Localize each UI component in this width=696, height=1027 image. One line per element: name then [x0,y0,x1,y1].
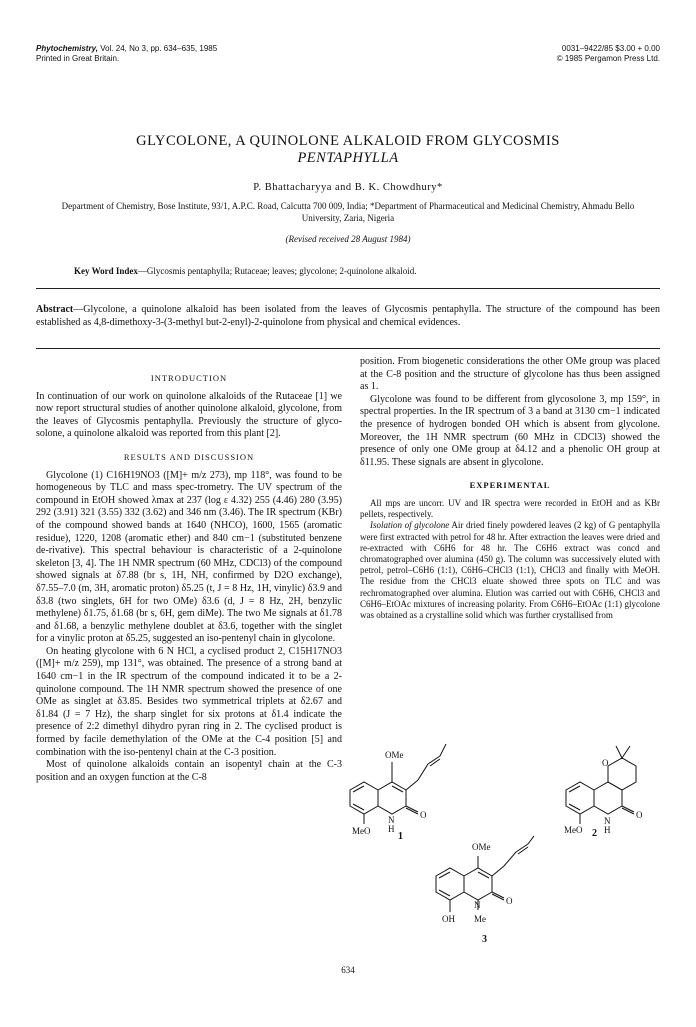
results-paragraph-1: Glycolone (1) C16H19NO3 ([M]+ m/z 273), mp 118°, was found to be homogeneous by TLC and mass spec-trometry. The UV spectrum of the compound in EtOH showed λmax at 237 (log ε 4.32) 255 (4.46) 280 (3.95) 292 (3.91) 321 (3.55) 332 (3.62) and 346 nm (3.46). The IR spectrum (KBr) of the compound showed bands at 1640 (NHCO), 1600, 1565 (aromatic residue), 1220, 1208 (aromatic ether) and 840 cm−1 (substituted benzene de-rivative). This spectral behaviour is characteristic of a 2-quinolone skeleton [3, 4]. The 1H NMR spectrum (60 MHz, CDCl3) of the compound showed signals at δ7.88 (br s, 1H, NH, confirmed by D2O exchange), δ7.55–7.0 (m, 3H, aromatic proton) δ5.25 (t, J = 8 Hz, 1H, vinylic) δ3.9 and δ3.8 (two singlets, 6H for two OMe) δ3.6 (d, J = 8 Hz, 2H, benzylic methylene) δ1.75, δ1.68 (br s, 6H, gem diMe). The two Me signals at δ1.78 and δ1.68, a benzylic methylene doublet at δ3.6, together with the singlet for a vinylic proton at δ5.25, suggested an iso-pentenyl chain in glycolone. [36,469,342,645]
title-line-1: GLYCOLONE, A QUINOLONE ALKALOID FROM GLYCOSMIS [136,133,560,149]
s2-ring-o-label: O [602,758,609,768]
authors: P. Bhattacharyya and B. K. Chowdhury* [253,182,443,193]
isolation-text: Air dried finely powdered leaves (2 kg) of G pentaphylla were first extracted with petrol for 48 hr. After extraction the leaves were dried and re-extracted with C6H6 for 48 hr. The C6H6 extract was concd and chromatographed over alumina (450 g). The column was successively eluted with petrol, petrol–C6H6 (1:1), C6H6–CHCl3 (1:1), CHCl3 and finally with MeOH. The residue from the CHCl3 eluate showed three spots on TLC and was rechromatographed over alumina. Elution was carried out with C6H6, CHCl3 and C6H6–EtOAc mixtures of increasing polarity. From C6H6–EtOAc (1:1) glycolone was obtained as a crystalline solid which was further crystallised from [360,520,660,620]
results-continued-1: position. From biogenetic considerations the other OMe group was placed at the C-8 position and the structure of glycolone has thus been assigned as 1. [360,356,660,393]
s3-oh-label: OH [442,914,455,924]
s3-o-label: O [506,896,513,906]
printed-note: Printed in Great Britain. [36,54,120,63]
right-column [360,356,660,621]
s1-h-label: H [388,824,395,834]
paper-title [36,133,660,167]
s2-n-label: N [604,816,611,826]
experimental-paragraph-2 [360,520,660,621]
structure-1 [340,728,450,840]
s3-number: 3 [482,934,487,945]
isolation-label: Isolation of glycolone [370,520,450,531]
results-continued-2: Glycolone was found to be different from glycosolone 3, mp 159°, in spectral properties. In the IR spectrum of 3 a band at 3130 cm−1 indicated the presence of hydrogen bonded OH which is absent from glycolone. Moreover, the 1H NMR spectrum (60 MHz in CDCl3) showed the presence of only one OMe group at δ4.12 and a phenolic OH group at δ11.95. These signals are absent in glycolone. [360,393,660,468]
s3-me-label: Me [474,914,486,924]
revised-date: (Revised received 28 August 1984) [285,234,411,244]
abstract-label: Abstract [36,304,74,315]
journal-name: Phytochemistry, [36,44,98,53]
s1-number: 1 [398,831,403,840]
s1-n-label: N [388,815,395,825]
introduction-heading: INTRODUCTION [150,373,228,383]
experimental-heading: EXPERIMENTAL [469,480,551,491]
results-paragraph-3: Most of quinolone alkaloids contain an isopentyl chain at the C-3 position and an oxygen function at the C-8 [36,759,342,783]
introduction-text: In continuation of our work on quinolone alkaloids of the Rutaceae [1] we now report structural studies of another quinolone alkaloid, glycolone, from the leaves of Glycosmis pentaphylla. Previously the structure of glyco-solone, a quinolone alkaloid was reported from this plant [2]. [36,390,342,440]
abstract-text: —Glycolone, a quinolone alkaloid has been isolated from the leaves of Glycosmis pentaphylla. The structure of the compound has been established as 4,8-dimethoxy-3-(3-methyl but-2-enyl)-2-quinolone from physical and chemical evidences. [36,304,660,328]
copyright-line: © 1985 Pergamon Press Ltd. [556,54,660,63]
results-heading: RESULTS AND DISCUSSION [123,451,255,462]
abstract [36,303,660,329]
s3-ome-label: OMe [472,842,491,852]
article-code: 0031–9422/85 $3.00 + 0.00 [561,44,660,53]
affiliation: Department of Chemistry, Bose Institute, 93/1, A.P.C. Road, Calcutta 700 009, India; *Department of Pharmaceutical and Medicinal Chemistry, Ahmadu Bello University, Zaria, Nigeria [61,201,635,223]
s1-ome-label: OMe [385,750,404,760]
title-line-2: PENTAPHYLLA [297,150,399,166]
experimental-paragraph-1: All mps are uncorr. UV and IR spectra were recorded in EtOH and as KBr pellets, respectively. [360,497,660,520]
journal-header [36,44,217,64]
left-column [36,372,342,784]
s1-o-label: O [420,810,427,820]
s2-o-label: O [636,810,643,820]
journal-citation: Vol. 24, No 3, pp. 634–635, 1985 [100,44,218,53]
structure-3 [418,836,558,952]
s3-n-label: N [474,900,481,910]
s2-h-label: H [604,825,611,835]
results-paragraph-2: On heating glycolone with 6 N HCl, a cyclised product 2, C15H17NO3 ([M]+ m/z 259), mp 131°, was obtained. The presence of a strong band at 1640 cm−1 in the IR spectrum of the compound indicated it to be a 2-quinolone compound. The 1H NMR spectrum showed the presence of one OMe as singlet at δ3.85. Besides two symmetrical triplets at δ2.67 and δ1.84 (J = 7 Hz), the sharp singlet for six protons at δ1.4 indicate the presence of 2:2 dimethyl dihydro pyran ring in 2. The cyclised product is formed by facile demethylation of the OMe at the C-4 position [5] and combination with the iso-pentenyl chain at the C-3 position. [36,645,342,758]
structure-2 [556,740,660,840]
bottom-rule [36,348,660,349]
s2-number: 2 [592,828,597,839]
publisher-header [557,44,660,64]
top-rule [36,288,660,289]
keywords-label: Key Word Index [74,266,138,276]
s1-meo-label: MeO [352,826,371,836]
s2-meo-label: MeO [564,825,583,835]
page-number: 634 [341,965,355,975]
keywords [74,266,654,276]
keywords-text: —Glycosmis pentaphylla; Rutaceae; leaves; glycolone; 2-quinolone alkaloid. [137,266,417,276]
